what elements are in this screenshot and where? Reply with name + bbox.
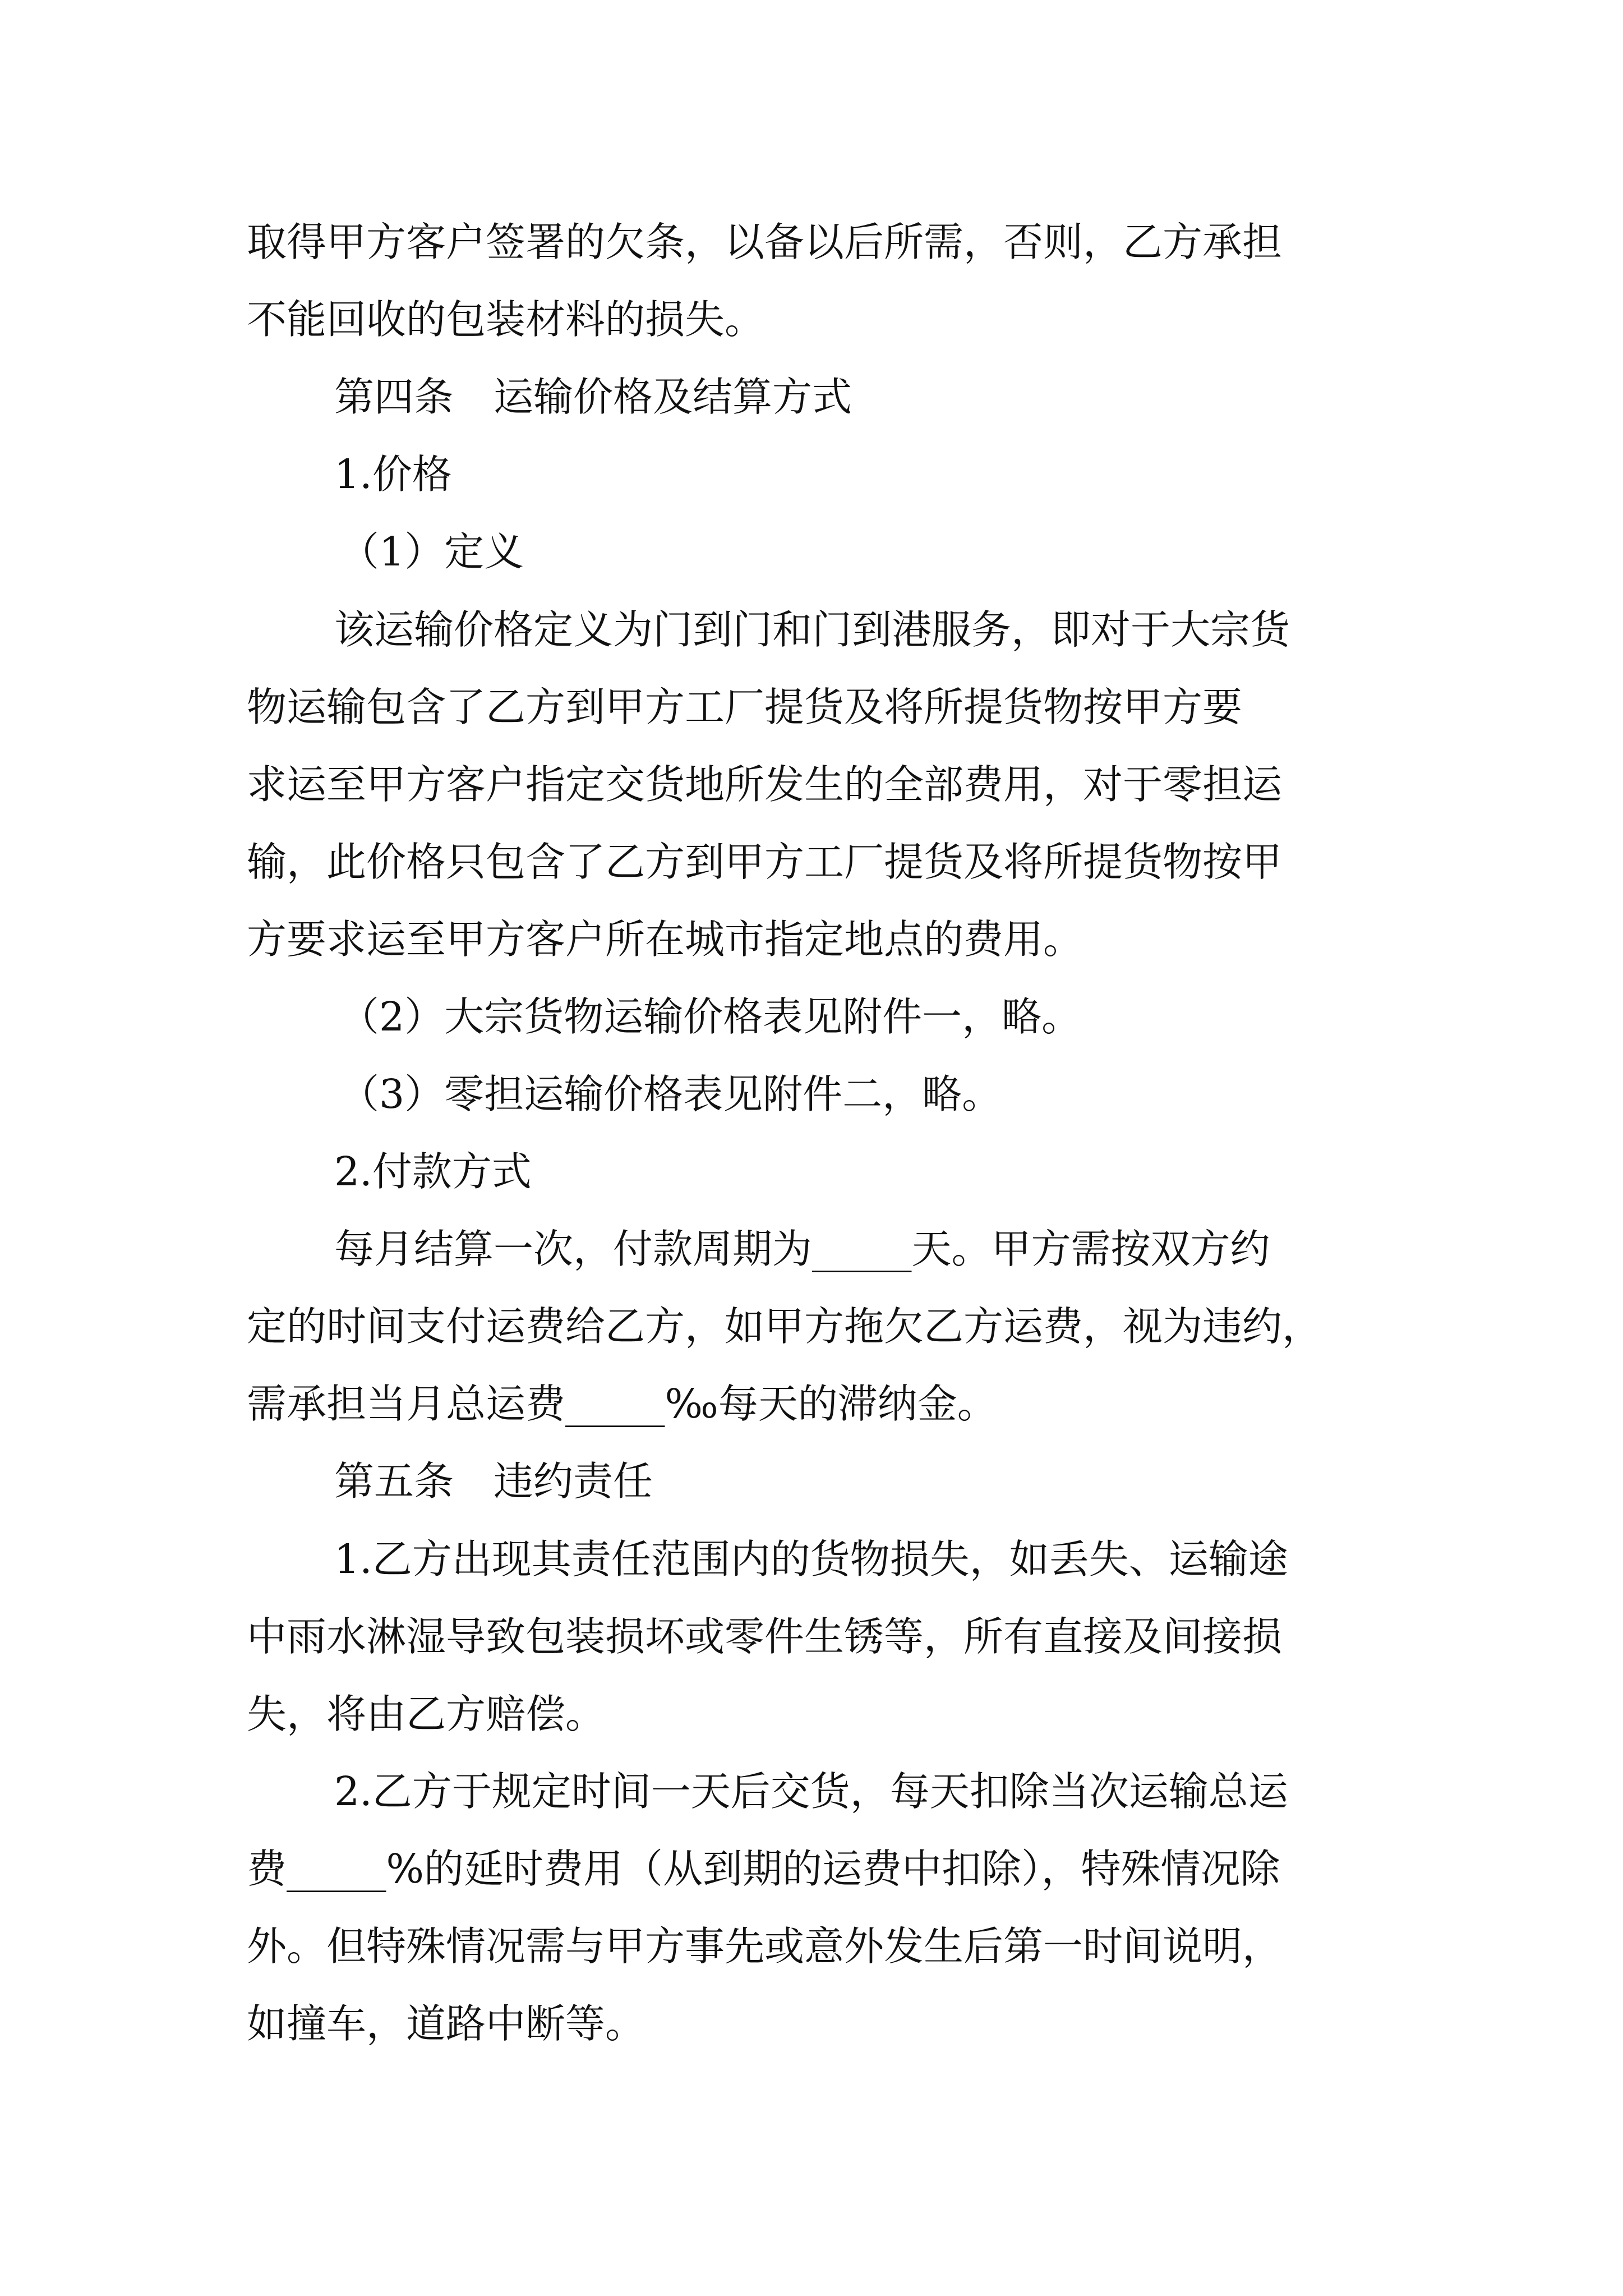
text-line: 费_____%的延时费用（从到期的运费中扣除），特殊情况除 [247, 1846, 1280, 1892]
text-line: 1.乙方出现其责任范围内的货物损失，如丢失、运输途 [334, 1536, 1288, 1582]
subsection-heading: 2.付款方式 [334, 1148, 532, 1195]
text-line: 不能回收的包装材料的损失。 [247, 296, 765, 343]
text-line: 中雨水淋湿导致包装损坏或零件生锈等，所有直接及间接损 [247, 1613, 1283, 1660]
text-line: 输，此价格只包含了乙方到甲方工厂提货及将所提货物按甲 [247, 839, 1283, 885]
text-line: 2.乙方于规定时间一天后交货，每天扣除当次运输总运 [334, 1768, 1288, 1815]
text-line: 物运输包含了乙方到甲方工厂提货及将所提货物按甲方要 [247, 684, 1243, 730]
text-line: 该运输价格定义为门到门和门到港服务，即对于大宗货 [334, 606, 1290, 653]
text-line: 每月结算一次，付款周期为_____天。甲方需按双方约 [334, 1226, 1270, 1272]
section-heading: 第五条 违约责任 [334, 1458, 653, 1504]
text-line: 失，将由乙方赔偿。 [247, 1691, 606, 1737]
item-heading: （1）定义 [339, 528, 524, 575]
text-line: 如撞车，道路中断等。 [247, 2000, 645, 2047]
text-line: 方要求运至甲方客户所在城市指定地点的费用。 [247, 916, 1083, 963]
text-line: 需承担当月总运费_____‰每天的滞纳金。 [247, 1381, 997, 1427]
section-heading: 第四条 运输价格及结算方式 [334, 374, 852, 420]
text-line: 外。但特殊情况需与甲方事先或意外发生后第一时间说明， [247, 1923, 1283, 1970]
text-line: 定的时间支付运费给乙方，如甲方拖欠乙方运费，视为违约， [247, 1303, 1322, 1350]
item-line: （3）零担运输价格表见附件二，略。 [339, 1071, 1002, 1117]
subsection-heading: 1.价格 [334, 451, 452, 498]
text-line: 取得甲方客户签署的欠条，以备以后所需，否则，乙方承担 [247, 219, 1283, 265]
text-line: 求运至甲方客户指定交货地所发生的全部费用，对于零担运 [247, 761, 1283, 808]
item-line: （2）大宗货物运输价格表见附件一，略。 [339, 993, 1082, 1040]
